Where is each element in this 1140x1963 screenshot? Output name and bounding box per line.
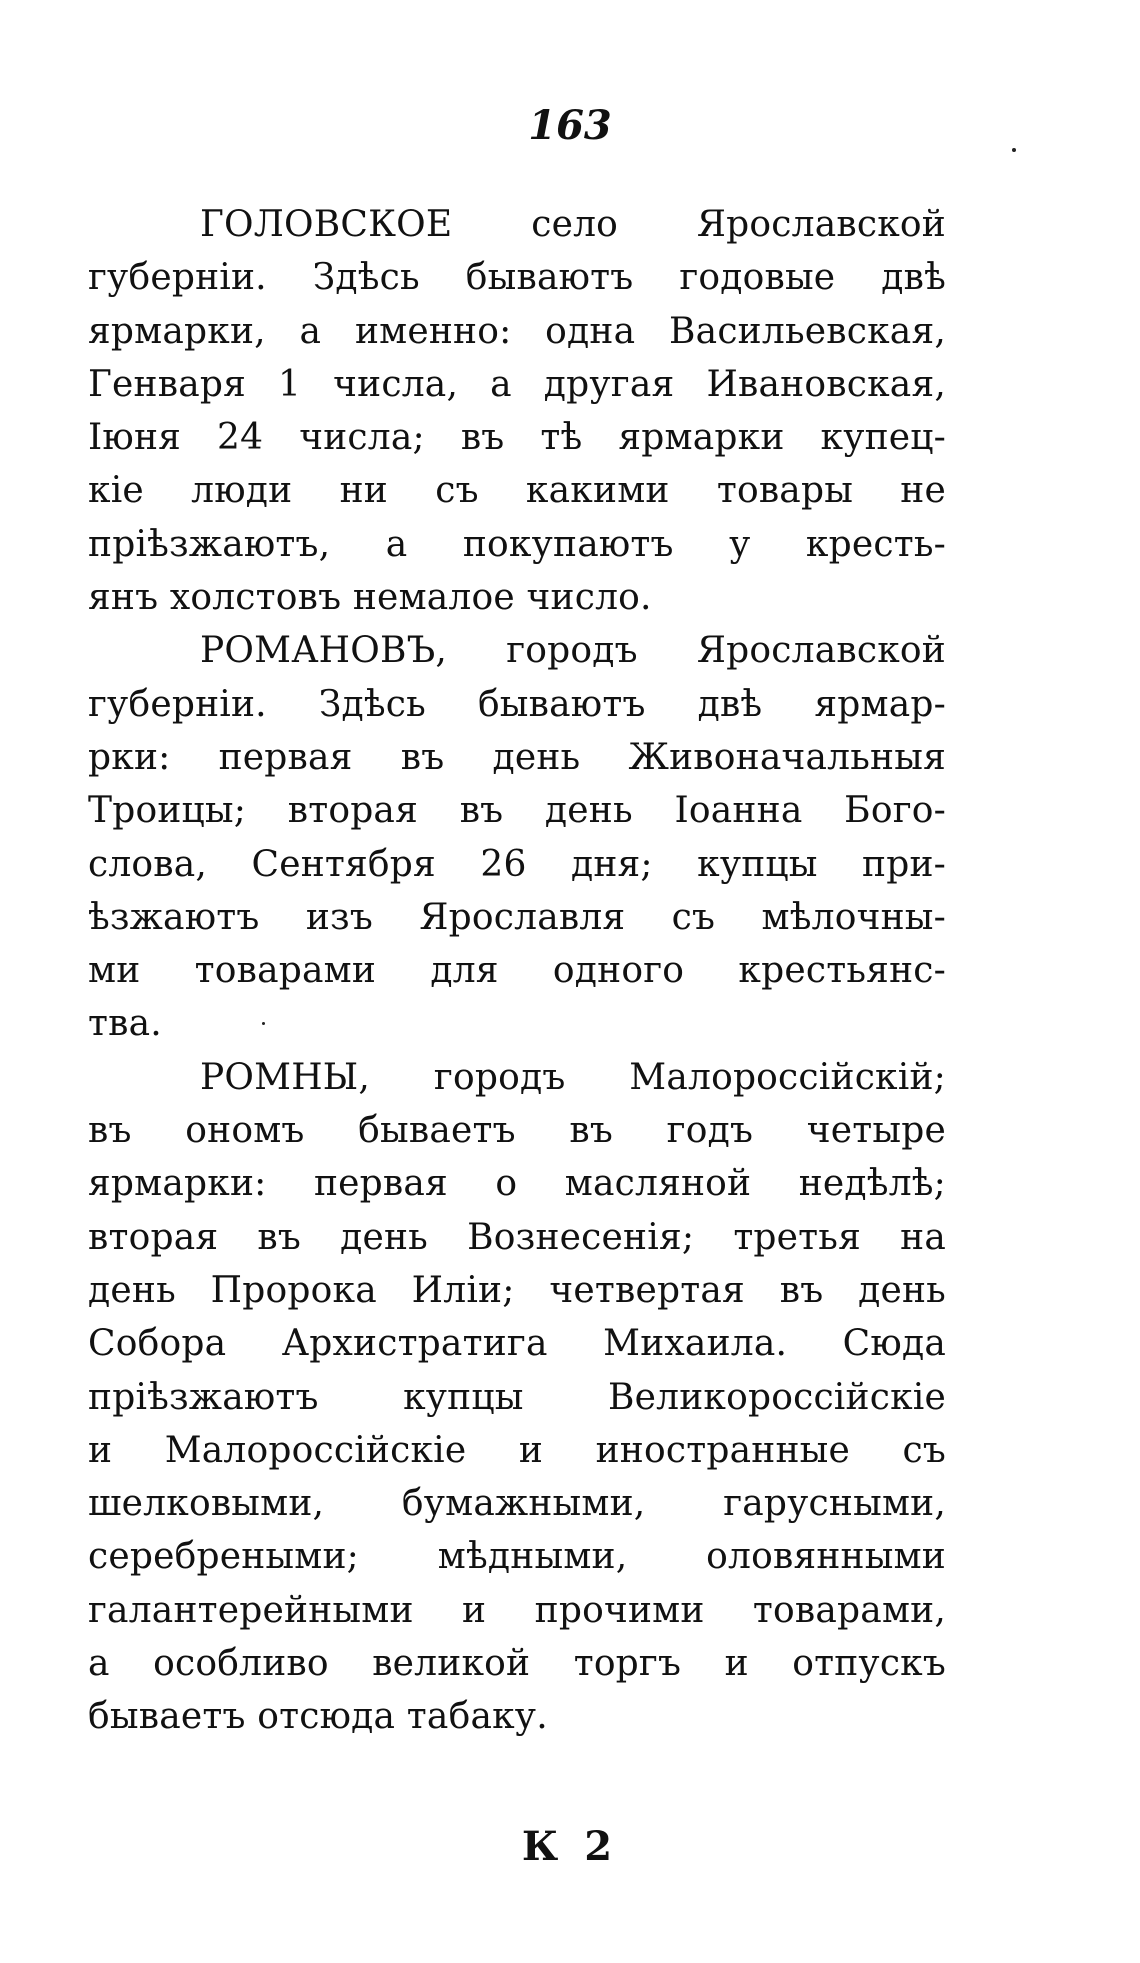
page-text — [88, 198, 946, 1744]
text-line: тва. — [88, 1003, 162, 1045]
text-line: губерніи. Здѣсь бываютъ двѣ ярмар- — [88, 683, 946, 725]
text-line: губерніи. Здѣсь бываютъ годовые двѣ — [88, 257, 946, 299]
text-line: РОМНЫ, городъ Малороссійскій; — [200, 1056, 946, 1098]
text-line: а особливо великой торгъ и отпускъ — [88, 1643, 946, 1685]
text-line: рки: первая въ день Живоначальныя — [88, 736, 946, 778]
signature-mark: К 2 — [521, 1823, 619, 1870]
text-line: въ ономъ бываетъ въ годъ четыре — [88, 1110, 946, 1152]
text-line: шелковыми, бумажными, гарусными, — [88, 1483, 946, 1525]
text-line: ярмарки: первая о масляной недѣлѣ; — [88, 1163, 946, 1205]
text-line: янъ холстовъ немалое число. — [88, 577, 652, 619]
text-line: Генваря 1 числа, а другая Ивановская, — [88, 363, 946, 405]
text-line: кіе люди ни съ какими товары не — [88, 470, 946, 512]
text-line: пріѣзжаютъ купцы Великороссійскіе — [88, 1376, 946, 1418]
text-line: Собора Архистратига Михаила. Сюда — [88, 1323, 946, 1365]
text-line: ярмарки, а именно: одна Васильевская, — [88, 310, 946, 352]
scan-speck — [262, 1022, 265, 1025]
text-line: галантерейными и прочими товарами, — [88, 1589, 946, 1631]
text-line: Іюня 24 числа; въ тѣ ярмарки купец- — [88, 417, 946, 459]
text-line: ГОЛОВСКОЕ село Ярославской — [200, 204, 946, 245]
scan-speck — [1012, 148, 1016, 152]
text-line: пріѣзжаютъ, а покупаютъ у кресть- — [88, 523, 946, 565]
text-line: вторая въ день Вознесенія; третья на — [88, 1216, 946, 1258]
page-number: 163 — [528, 102, 612, 149]
text-line: Троицы; вторая въ день Іоанна Бого- — [88, 790, 946, 832]
text-line: ми товарами для одного крестьянс- — [88, 950, 946, 992]
text-line: ѣзжаютъ изъ Ярославля съ мѣлочны- — [88, 896, 946, 938]
text-line: и Малороссійскіе и иностранные съ — [88, 1429, 946, 1471]
text-line: слова, Сентября 26 дня; купцы при- — [88, 843, 946, 885]
text-line: серебреными; мѣдными, оловянными — [88, 1536, 946, 1578]
text-line: РОМАНОВЪ, городъ Ярославской — [200, 630, 946, 672]
text-line: день Пророка Иліи; четвертая въ день — [88, 1269, 946, 1311]
text-line: бываетъ отсюда табаку. — [88, 1696, 548, 1738]
